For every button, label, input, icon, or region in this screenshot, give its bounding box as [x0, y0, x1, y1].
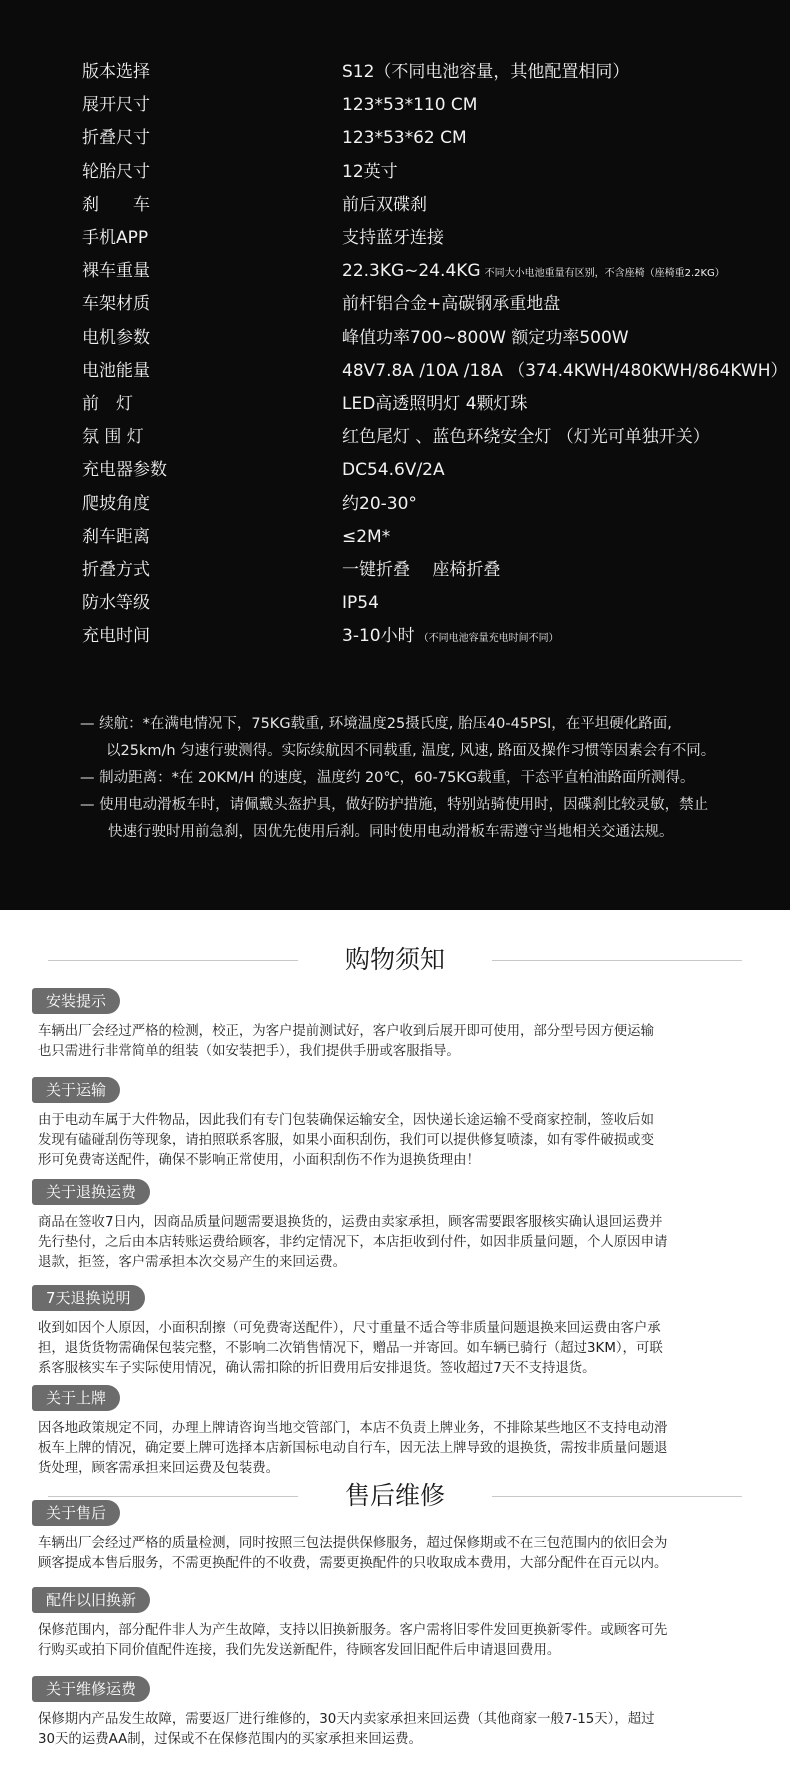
spec-note: （不同电池容量充电时间不同）: [418, 633, 559, 645]
spec-row: [0, 355, 790, 388]
spec-value-text: ≤2M*: [342, 526, 391, 547]
notice-line: 先行垫付，之后由本店转账运费给顾客，非约定情况下，本店拒收到付件，如因非质量问题，个人原因申请: [38, 1235, 668, 1250]
spec-row: [0, 255, 790, 288]
notice-body: [38, 1621, 780, 1661]
spec-value: [342, 421, 710, 454]
spec-label: 裸车重量: [82, 261, 150, 282]
spec-label: 轮胎尺寸: [82, 161, 150, 182]
spec-label: 充电时间: [82, 626, 150, 647]
spec-value: [342, 156, 398, 189]
notice-body: [38, 1710, 780, 1750]
spec-value: [342, 620, 559, 655]
spec-row: [0, 554, 790, 587]
spec-label: 版本选择: [82, 62, 150, 82]
spec-value-text: LED高透照明灯 4颗灯珠: [342, 394, 528, 414]
spec-value-text: 前杆铝合金+高碳钢承重地盘: [342, 294, 561, 315]
notice-badge: 关于运输: [32, 1077, 120, 1103]
spec-value: [342, 554, 500, 587]
footnote-line: — 制动距离：*在 20KM/H 的速度，温度约 20℃，60-75KG载重，干态平直柏油路面所测得。: [80, 770, 695, 786]
notice-line: 也只需进行非常简单的组装（如安装把手），我们提供手册或客服指导。: [38, 1044, 460, 1059]
spec-row: [0, 122, 790, 155]
spec-value: [342, 322, 629, 355]
notice-body: [38, 1111, 780, 1171]
spec-value-text: 3-10小时: [342, 626, 415, 647]
spec-row: [0, 454, 790, 487]
footnote-line: — 使用电动滑板车时，请佩戴头盔护具，做好防护措施，特别站骑使用时，因碟刹比较灵敏，禁止: [80, 797, 709, 813]
notice-line: 车辆出厂会经过严格的质量检测，同时按照三包法提供保修服务，超过保修期或不在三包范围内的依旧会为: [38, 1536, 668, 1551]
spec-row: [0, 189, 790, 222]
spec-row: [0, 388, 790, 421]
spec-row: [0, 156, 790, 189]
notice-line: 发现有磕碰刮伤等现象，请拍照联系客服，如果小面积刮伤，我们可以提供修复喷漆，如有零件破损或变: [38, 1133, 654, 1148]
spec-label: 爬坡角度: [82, 493, 150, 514]
spec-row: [0, 620, 790, 653]
notice-line: 车辆出厂会经过严格的检测，校正，为客户提前测试好，客户收到后展开即可使用，部分型号因方便运输: [38, 1024, 654, 1039]
spec-value-text: 48V7.8A /10A /18A （374.4KWH/480KWH/864KWH）: [342, 360, 788, 381]
spec-label: 手机APP: [82, 228, 149, 248]
notice-line: 由于电动车属于大件物品，因此我们有专门包装确保运输安全，因快递长途运输不受商家控制，签收后如: [38, 1113, 654, 1128]
spec-row: [0, 56, 790, 89]
spec-value: [342, 587, 379, 620]
notice-badge: 配件以旧换新: [32, 1587, 150, 1613]
footnote-line: 快速行驶时用前急刹，因优先使用后刹。同时使用电动滑板车需遵守当地相关交通法规。: [108, 824, 674, 840]
spec-value-text: 123*53*110 CM: [342, 95, 478, 116]
spec-label: 充电器参数: [82, 460, 167, 481]
spec-label: 防水等级: [82, 593, 150, 614]
spec-label: 刹车距离: [82, 526, 150, 547]
spec-row: [0, 421, 790, 454]
notice-line: 商品在签收7日内，因商品质量问题需要退换货的，运费由卖家承担，顾客需要跟客服核实确认退回运费并: [38, 1215, 663, 1230]
notice-line: 货处理，顾客需承担来回运费及包装费。: [38, 1461, 280, 1476]
spec-note: 不同大小电池重量有区别，不含座椅（座椅重2.2KG）: [484, 268, 725, 280]
notice-line: 30天的运费AA制，过保或不在保修范围内的买家承担来回运费。: [38, 1732, 422, 1747]
notice-body: [38, 1022, 780, 1062]
notice-badge: 7天退换说明: [32, 1285, 145, 1311]
spec-value: [342, 122, 467, 155]
divider: [492, 960, 742, 961]
spec-value-text: 12英寸: [342, 161, 398, 182]
spec-row: [0, 222, 790, 255]
spec-value: [342, 355, 788, 388]
footnote-line: — 续航：*在满电情况下，75KG载重, 环境温度25摄氏度, 胎压40-45PSI，在平坦硬化路面,: [80, 716, 672, 732]
spec-label: 展开尺寸: [82, 95, 150, 116]
spec-label: 电机参数: [82, 327, 150, 348]
notice-badge: 安装提示: [32, 988, 120, 1014]
spec-value: [342, 222, 444, 255]
spec-label: 前 灯: [82, 394, 133, 414]
aftersales-title: 售后维修: [344, 1481, 445, 1510]
notice-body: [38, 1534, 780, 1574]
spec-value-text: 22.3KG~24.4KG: [342, 261, 481, 282]
spec-row: [0, 488, 790, 521]
spec-value-text: IP54: [342, 593, 379, 614]
notice-line: 因各地政策规定不同，办理上牌请咨询当地交管部门，本店不负责上牌业务，不排除某些地区不支持电动滑: [38, 1421, 668, 1436]
spec-row: [0, 288, 790, 321]
spec-value-text: DC54.6V/2A: [342, 460, 445, 481]
notice-line: 担，退货货物需确保包装完整，不影响二次销售情况下，赠品一并寄回。如车辆已骑行（超过3KM），可联: [38, 1341, 663, 1356]
spec-label: 车架材质: [82, 294, 150, 315]
notice-line: 保修范围内，部分配件非人为产生故障，支持以旧换新服务。客户需将旧零件发回更换新零件。或顾客可先: [38, 1623, 668, 1638]
spec-label: 电池能量: [82, 360, 150, 381]
notice-line: 顾客提成本售后服务，不需更换配件的不收费，需要更换配件的只收取成本费用，大部分配件在百元以内。: [38, 1556, 668, 1571]
spec-value: [342, 521, 390, 554]
spec-value-text: 支持蓝牙连接: [342, 228, 444, 248]
spec-row: [0, 521, 790, 554]
spec-label: 刹 车: [82, 194, 150, 215]
notice-badge: 关于退换运费: [32, 1179, 150, 1205]
spec-value: [342, 288, 560, 321]
shopping-notice-title: 购物须知: [344, 945, 445, 974]
footnote-line: 以25km/h 匀速行驶测得。实际续航因不同载重, 温度, 风速, 路面及操作习惯等因素会有不同。: [106, 743, 716, 759]
spec-row: [0, 587, 790, 620]
spec-value: [342, 488, 417, 521]
divider: [492, 1496, 742, 1497]
spec-value: [342, 255, 725, 290]
notice-line: 板车上牌的情况，确定要上牌可选择本店新国标电动自行车，因无法上牌导致的退换货，需按非质量问题退: [38, 1441, 668, 1456]
notice-line: 退款，拒签，客户需承担本次交易产生的来回运费。: [38, 1255, 346, 1270]
spec-value-text: 峰值功率700~800W 额定功率500W: [342, 327, 629, 348]
spec-label: 氛 围 灯: [82, 427, 144, 448]
notice-body: [38, 1419, 780, 1479]
spec-row: [0, 89, 790, 122]
notice-line: 行购买或拍下同价值配件连接，我们先发送新配件，待顾客发回旧配件后申请退回费用。: [38, 1643, 561, 1658]
spec-value-text: S12（不同电池容量，其他配置相同）: [342, 62, 630, 82]
spec-value: [342, 189, 427, 222]
spec-value: [342, 56, 629, 89]
notice-badge: 关于售后: [32, 1500, 120, 1526]
spec-row: [0, 322, 790, 355]
notice-badge: 关于维修运费: [32, 1676, 150, 1702]
spec-value-text: 红色尾灯 、蓝色环绕安全灯 （灯光可单独开关）: [342, 427, 710, 448]
spec-value: [342, 454, 445, 487]
spec-value-text: 123*53*62 CM: [342, 128, 467, 149]
spec-value: [342, 388, 528, 421]
notice-body: [38, 1213, 780, 1273]
spec-value-text: 前后双碟刹: [342, 194, 427, 215]
spec-label: 折叠方式: [82, 560, 150, 580]
notice-body: [38, 1319, 780, 1379]
shopping-notice-heading: [0, 940, 790, 980]
notice-line: 收到如因个人原因，小面积刮擦（可免费寄送配件），尺寸重量不适合等非质量问题退换来回运费由客户承: [38, 1321, 661, 1336]
notice-badge: 关于上牌: [32, 1385, 120, 1411]
notice-line: 保修期内产品发生故障，需要返厂进行维修的，30天内卖家承担来回运费（其他商家一般7-15天），超过: [38, 1712, 655, 1727]
spec-value-text: 一键折叠 座椅折叠: [342, 560, 501, 580]
notice-line: 形可免费寄送配件，确保不影响正常使用，小面积刮伤不作为退换货理由！: [38, 1153, 480, 1168]
spec-label: 折叠尺寸: [82, 128, 150, 149]
spec-value: [342, 89, 477, 122]
spec-value-text: 约20-30°: [342, 493, 417, 514]
notice-line: 系客服核实车子实际使用情况，确认需扣除的折旧费用后安排退货。签收超过7天不支持退货。: [38, 1361, 596, 1376]
